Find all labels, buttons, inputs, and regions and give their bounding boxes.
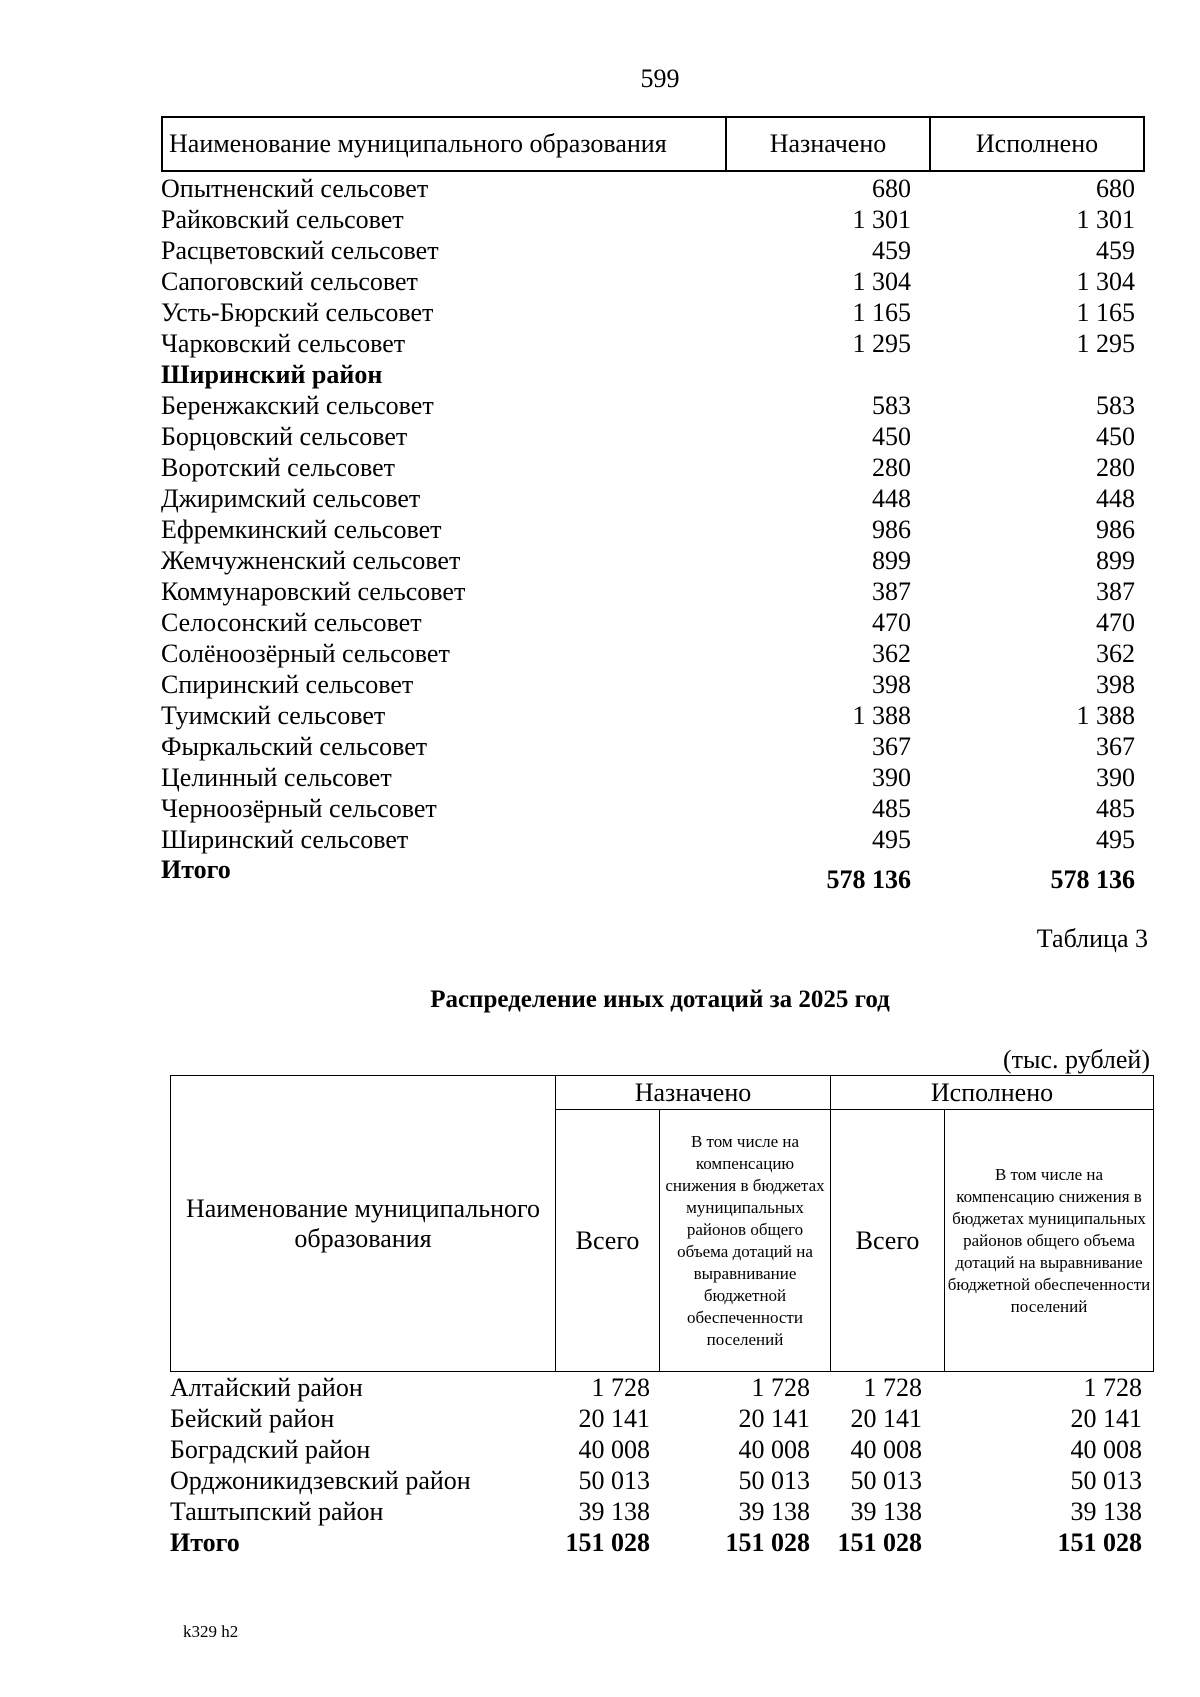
row-assigned: 1 388 [852, 701, 911, 730]
table-row [161, 266, 1145, 297]
row-assigned-incl: 39 138 [738, 1497, 810, 1526]
row-name: Спиринский сельсовет [161, 670, 414, 699]
row-executed: 495 [1096, 825, 1135, 854]
table-row [161, 762, 1145, 793]
row-assigned: 1 301 [852, 205, 911, 234]
row-executed: 485 [1096, 794, 1135, 823]
row-executed-incl: 1 728 [1083, 1373, 1142, 1402]
row-assigned: 398 [872, 670, 911, 699]
table-row [161, 173, 1145, 204]
row-name: Джиримский сельсовет [161, 484, 421, 513]
table-row [161, 297, 1145, 328]
row-assigned-total: 50 013 [578, 1466, 650, 1495]
table3-header-assigned: Назначено [556, 1076, 831, 1110]
total-executed: 578 136 [1050, 865, 1135, 894]
table-row [161, 731, 1145, 762]
total-label: Итого [170, 1528, 240, 1557]
row-name: Райковский сельсовет [161, 205, 404, 234]
row-executed: 450 [1096, 422, 1135, 451]
table-row [161, 452, 1145, 483]
row-executed: 1 165 [1076, 298, 1135, 327]
row-name: Туимский сельсовет [161, 701, 386, 730]
row-executed-total: 40 008 [850, 1435, 922, 1464]
page-number: 599 [640, 64, 680, 93]
row-name: Солёноозёрный сельсовет [161, 639, 450, 668]
table-row [161, 700, 1145, 731]
row-name: Опытненский сельсовет [161, 174, 429, 203]
row-name: Ширинский сельсовет [161, 825, 409, 854]
row-assigned: 280 [872, 453, 911, 482]
row-executed-total: 39 138 [850, 1497, 922, 1526]
row-executed: 1 295 [1076, 329, 1135, 358]
row-name: Целинный сельсовет [161, 763, 392, 792]
table3-header-executed-incl: В том числе на компенсацию снижения в бюджетах муниципальных районов общего объема дотаций на выравнивание бюджетной обеспеченности поселений [945, 1110, 1154, 1372]
row-assigned-incl: 50 013 [738, 1466, 810, 1495]
table-title: Распределение иных дотаций за 2025 год [430, 986, 890, 1013]
row-assigned: 459 [872, 236, 911, 265]
row-name: Жемчужненский сельсовет [161, 546, 461, 575]
table3-header [170, 1075, 1154, 1372]
table3-header-executed: Исполнено [831, 1076, 1154, 1110]
table-row [161, 235, 1145, 266]
row-executed: 448 [1096, 484, 1135, 513]
table-row [170, 1403, 1154, 1434]
row-executed-total: 1 728 [863, 1373, 922, 1402]
row-executed: 367 [1096, 732, 1135, 761]
row-name: Боградский район [170, 1435, 371, 1464]
row-assigned: 450 [872, 422, 911, 451]
table-row [161, 576, 1145, 607]
table-row [161, 638, 1145, 669]
row-assigned-total: 40 008 [578, 1435, 650, 1464]
row-assigned: 583 [872, 391, 911, 420]
row-executed-total: 50 013 [850, 1466, 922, 1495]
row-name: Фыркальский сельсовет [161, 732, 428, 761]
table-row [161, 328, 1145, 359]
row-assigned: 470 [872, 608, 911, 637]
table3-total-row [170, 1527, 1154, 1558]
table-row [170, 1434, 1154, 1465]
row-executed: 899 [1096, 546, 1135, 575]
row-assigned: 387 [872, 577, 911, 606]
table-row [161, 421, 1145, 452]
row-executed: 583 [1096, 391, 1135, 420]
table-label: Таблица 3 [1036, 924, 1148, 953]
row-name: Чарковский сельсовет [161, 329, 406, 358]
row-assigned-incl: 1 728 [751, 1373, 810, 1402]
row-executed: 1 304 [1076, 267, 1135, 296]
row-assigned-total: 20 141 [578, 1404, 650, 1433]
row-assigned: 367 [872, 732, 911, 761]
row-name: Таштыпский район [170, 1497, 384, 1526]
table1-body [161, 173, 1145, 855]
row-name: Беренжакский сельсовет [161, 391, 434, 420]
table-row [161, 607, 1145, 638]
table3-header-assigned-incl: В том числе на компенсацию снижения в бюджетах муниципальных районов общего объема дотаций на выравнивание бюджетной обеспеченности поселений [660, 1110, 831, 1372]
row-name: Черноозёрный сельсовет [161, 794, 437, 823]
row-assigned: 448 [872, 484, 911, 513]
table-row [170, 1465, 1154, 1496]
row-assigned: 986 [872, 515, 911, 544]
row-name: Орджоникидзевский район [170, 1466, 471, 1495]
total-label: Итого [161, 855, 231, 884]
row-assigned: 1 304 [852, 267, 911, 296]
row-executed-incl: 39 138 [1070, 1497, 1142, 1526]
table3-header-assigned-total: Всего [556, 1110, 660, 1372]
row-assigned: 1 295 [852, 329, 911, 358]
row-name: Ефремкинский сельсовет [161, 515, 442, 544]
table-row [161, 204, 1145, 235]
row-name: Сапоговский сельсовет [161, 267, 418, 296]
row-executed: 398 [1096, 670, 1135, 699]
footer-code: k329 h2 [183, 1622, 239, 1641]
table-row [170, 1496, 1154, 1527]
table-row [161, 793, 1145, 824]
table1-header-executed: Исполнено [975, 129, 1099, 158]
row-executed: 470 [1096, 608, 1135, 637]
row-name: Алтайский район [170, 1373, 363, 1402]
table1-header-assigned: Назначено [727, 118, 931, 170]
row-assigned: 390 [872, 763, 911, 792]
row-executed: 459 [1096, 236, 1135, 265]
row-executed: 390 [1096, 763, 1135, 792]
row-name: Борцовский сельсовет [161, 422, 408, 451]
table-row [170, 1372, 1154, 1403]
row-assigned-total: 39 138 [578, 1497, 650, 1526]
row-executed: 280 [1096, 453, 1135, 482]
row-name: Бейский район [170, 1404, 335, 1433]
row-assigned-incl: 20 141 [738, 1404, 810, 1433]
total-assigned-incl: 151 028 [725, 1528, 810, 1557]
row-executed-incl: 50 013 [1070, 1466, 1142, 1495]
row-executed: 680 [1096, 174, 1135, 203]
row-name: Усть-Бюрский сельсовет [161, 298, 434, 327]
total-executed-total: 151 028 [837, 1528, 922, 1557]
row-assigned: 485 [872, 794, 911, 823]
unit-label: (тыс. рублей) [1002, 1045, 1150, 1074]
row-name: Расцветовский сельсовет [161, 236, 439, 265]
row-executed: 1 301 [1076, 205, 1135, 234]
row-executed: 362 [1096, 639, 1135, 668]
row-executed: 1 388 [1076, 701, 1135, 730]
row-assigned: 495 [872, 825, 911, 854]
row-executed-incl: 40 008 [1070, 1435, 1142, 1464]
row-executed: 387 [1096, 577, 1135, 606]
table3-body [170, 1372, 1154, 1558]
row-name: Воротский сельсовет [161, 453, 395, 482]
district-name: Ширинский район [161, 360, 383, 389]
table-row [161, 483, 1145, 514]
row-executed: 986 [1096, 515, 1135, 544]
row-name: Селосонский сельсовет [161, 608, 422, 637]
table-row [161, 514, 1145, 545]
total-assigned-total: 151 028 [565, 1528, 650, 1557]
table-row [161, 545, 1145, 576]
table-row [161, 390, 1145, 421]
total-executed-incl: 151 028 [1057, 1528, 1142, 1557]
row-assigned-total: 1 728 [591, 1373, 650, 1402]
total-assigned: 578 136 [826, 865, 911, 894]
row-assigned-incl: 40 008 [738, 1435, 810, 1464]
table-row [161, 669, 1145, 700]
table1-total-row [161, 855, 1145, 895]
table1-header [161, 116, 1145, 172]
row-assigned: 899 [872, 546, 911, 575]
table-row [161, 824, 1145, 855]
row-executed-total: 20 141 [850, 1404, 922, 1433]
table3-header-name: Наименование муниципального образования [171, 1076, 556, 1372]
row-assigned: 680 [872, 174, 911, 203]
row-executed-incl: 20 141 [1070, 1404, 1142, 1433]
table3-header-executed-total: Всего [831, 1110, 945, 1372]
row-assigned: 362 [872, 639, 911, 668]
district-group-row [161, 359, 1145, 390]
table1-header-name: Наименование муниципального образования [163, 118, 727, 170]
row-name: Коммунаровский сельсовет [161, 577, 466, 606]
row-assigned: 1 165 [852, 298, 911, 327]
